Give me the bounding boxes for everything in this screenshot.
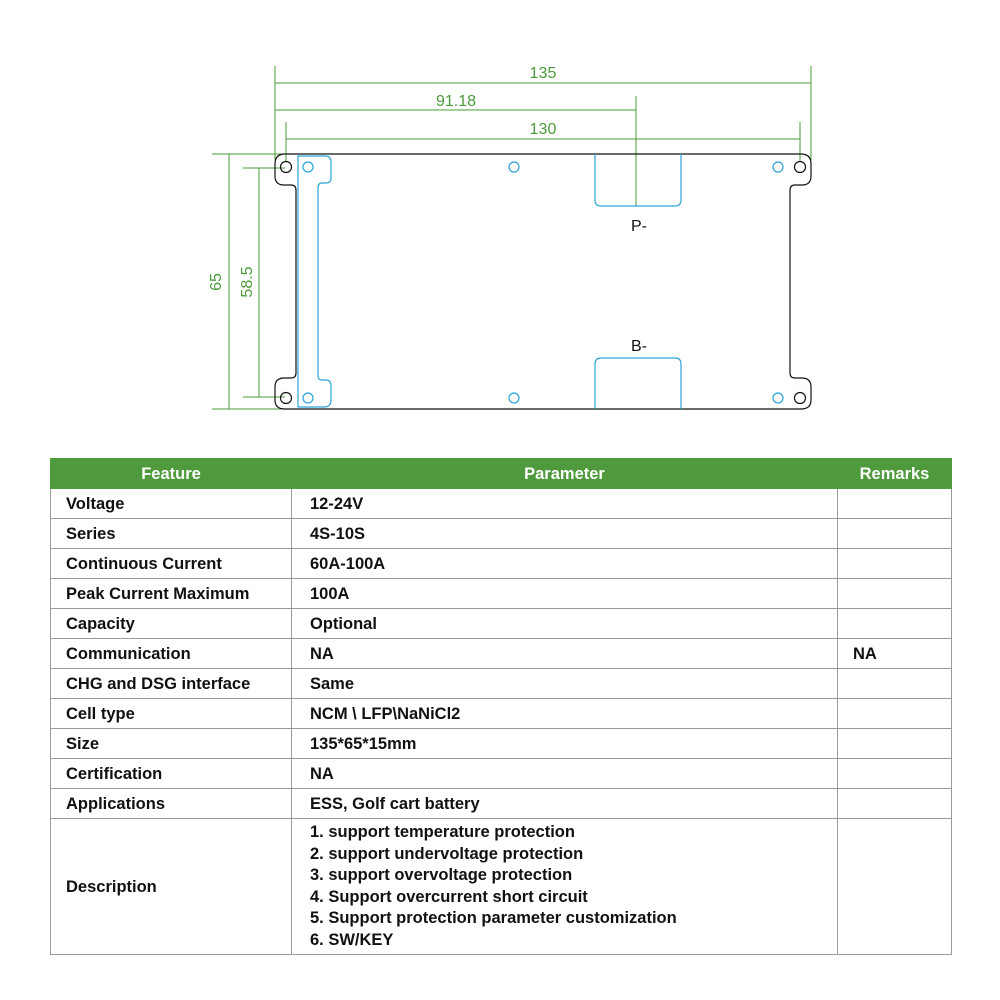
- table-row: [51, 519, 952, 549]
- description-item: 3. support overvoltage protection: [310, 866, 573, 884]
- table-row: [51, 699, 952, 729]
- description-item: 5. Support protection parameter customization: [310, 909, 677, 927]
- description-item: 6. SW/KEY: [310, 930, 394, 949]
- board-outline: [275, 154, 811, 409]
- description-cell: [292, 819, 838, 955]
- remarks-cell: [838, 579, 952, 609]
- header-feature: Feature: [51, 459, 292, 489]
- via: [773, 393, 783, 403]
- dim-terminal-offset: 91.18: [435, 93, 477, 110]
- feature-cell: Description: [51, 819, 292, 955]
- parameter-cell: Optional: [292, 609, 838, 639]
- dim-overall-height: 65: [208, 273, 225, 291]
- feature-cell: Continuous Current: [51, 549, 292, 579]
- parameter-cell: 12-24V: [292, 489, 838, 519]
- table-row: [51, 729, 952, 759]
- remarks-cell: [838, 759, 952, 789]
- parameter-cell: NA: [292, 639, 838, 669]
- description-row: [51, 819, 952, 955]
- remarks-cell: NA: [838, 639, 952, 669]
- via: [509, 393, 519, 403]
- mounting-hole-bottom-left: [281, 393, 292, 404]
- via: [773, 162, 783, 172]
- pad-vias: [303, 162, 783, 403]
- parameter-cell: NA: [292, 759, 838, 789]
- remarks-cell: [838, 549, 952, 579]
- table-row: [51, 609, 952, 639]
- table-row: [51, 489, 952, 519]
- dim-hole-spacing-height: 58.5: [239, 266, 256, 298]
- feature-cell: Size: [51, 729, 292, 759]
- header-remarks: Remarks: [838, 459, 952, 489]
- feature-cell: Applications: [51, 789, 292, 819]
- table-row: [51, 579, 952, 609]
- parameter-cell: 100A: [292, 579, 838, 609]
- table-row: [51, 639, 952, 669]
- terminal-label-p-minus: P-: [631, 218, 647, 235]
- table-row: [51, 669, 952, 699]
- remarks-cell: [838, 819, 952, 955]
- dimension-lines: [212, 66, 811, 409]
- table-row: [51, 759, 952, 789]
- feature-cell: Voltage: [51, 489, 292, 519]
- feature-cell: Peak Current Maximum: [51, 579, 292, 609]
- header-parameter: Parameter: [292, 459, 838, 489]
- feature-cell: Series: [51, 519, 292, 549]
- remarks-cell: [838, 489, 952, 519]
- parameter-cell: 60A-100A: [292, 549, 838, 579]
- mounting-hole-bottom-right: [795, 393, 806, 404]
- mounting-holes: [281, 162, 806, 404]
- description-item: 1. support temperature protection: [310, 823, 575, 841]
- p-terminal-pad: [595, 154, 681, 206]
- feature-cell: Communication: [51, 639, 292, 669]
- via: [303, 162, 313, 172]
- remarks-cell: [838, 699, 952, 729]
- dim-overall-width: 135: [529, 65, 557, 82]
- mounting-hole-top-left: [281, 162, 292, 173]
- remarks-cell: [838, 519, 952, 549]
- parameter-cell: 135*65*15mm: [292, 729, 838, 759]
- bms-dimension-drawing: [0, 0, 1000, 440]
- table-row: [51, 549, 952, 579]
- feature-cell: Cell type: [51, 699, 292, 729]
- via: [303, 393, 313, 403]
- left-copper-pad: [298, 156, 331, 407]
- b-terminal-pad: [595, 358, 681, 409]
- remarks-cell: [838, 609, 952, 639]
- table-header-row: [51, 459, 952, 489]
- feature-cell: Certification: [51, 759, 292, 789]
- feature-cell: Capacity: [51, 609, 292, 639]
- remarks-cell: [838, 669, 952, 699]
- description-list: [310, 822, 837, 951]
- mounting-hole-top-right: [795, 162, 806, 173]
- parameter-cell: ESS, Golf cart battery: [292, 789, 838, 819]
- parameter-cell: NCM \ LFP\NaNiCl2: [292, 699, 838, 729]
- feature-cell: CHG and DSG interface: [51, 669, 292, 699]
- remarks-cell: [838, 729, 952, 759]
- description-item: 2. support undervoltage protection: [310, 844, 584, 863]
- copper-pads: [298, 154, 681, 409]
- parameter-cell: 4S-10S: [292, 519, 838, 549]
- parameter-cell: Same: [292, 669, 838, 699]
- dim-hole-spacing-width: 130: [529, 121, 557, 138]
- table-row: [51, 789, 952, 819]
- remarks-cell: [838, 789, 952, 819]
- description-item: 4. Support overcurrent short circuit: [310, 887, 588, 906]
- terminal-label-b-minus: B-: [631, 338, 647, 355]
- via: [509, 162, 519, 172]
- spec-table: [50, 458, 952, 955]
